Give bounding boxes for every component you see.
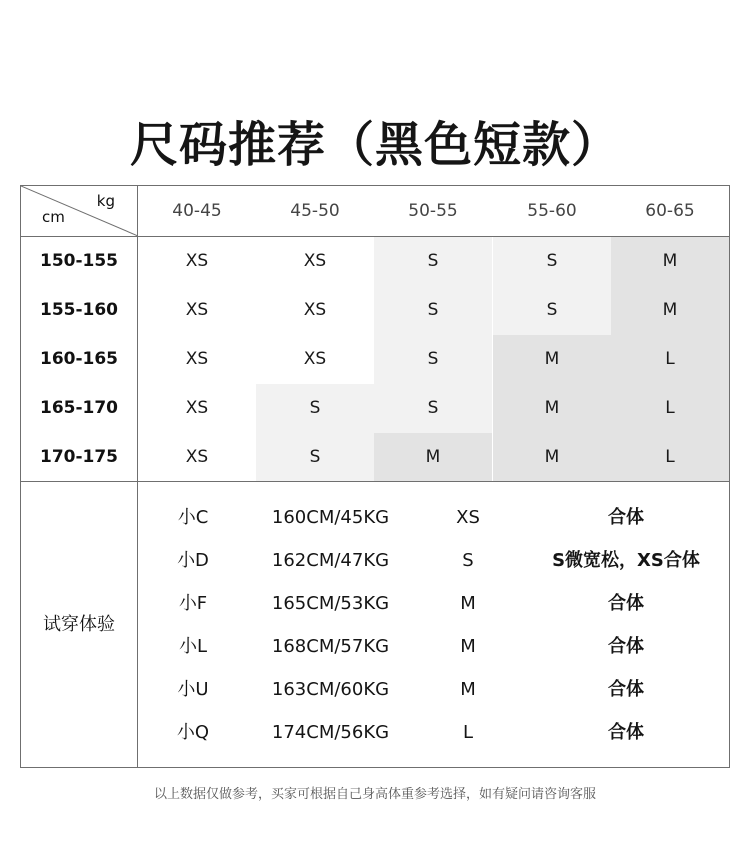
- tester-stats: 163CM/60KG: [271, 679, 390, 700]
- size-cell: XS: [138, 286, 256, 335]
- table-corner-header: [21, 186, 138, 236]
- fit-note: 合体: [608, 679, 644, 700]
- page-title: 尺码推荐（黑色短款）: [129, 117, 620, 173]
- weight-column-header: 45-50: [290, 201, 340, 221]
- fit-note: 合体: [608, 636, 644, 657]
- height-row-label: 160-165: [21, 335, 138, 384]
- size-cell: XS: [256, 237, 374, 286]
- size-cell: S: [374, 384, 492, 433]
- size-cell: M: [611, 286, 729, 335]
- height-row-label: 150-155: [21, 237, 138, 286]
- tester-size: M: [460, 679, 476, 700]
- size-cell: S: [256, 433, 374, 482]
- size-cell: M: [611, 237, 729, 286]
- fit-note: 合体: [608, 507, 644, 528]
- tester-size: XS: [456, 507, 480, 528]
- tester-stats: 162CM/47KG: [271, 550, 390, 571]
- tester-name: 小L: [178, 636, 208, 657]
- size-chart-table: [20, 185, 730, 482]
- tester-name: 小F: [178, 593, 208, 614]
- weight-column-header: 60-65: [645, 201, 695, 221]
- size-cell: S: [493, 237, 611, 286]
- size-cell: S: [493, 286, 611, 335]
- tester-name: 小U: [177, 679, 209, 700]
- tester-name: 小C: [177, 507, 209, 528]
- size-cell: XS: [138, 433, 256, 482]
- fit-note: 合体: [608, 722, 644, 743]
- tester-stats: 160CM/45KG: [271, 507, 390, 528]
- size-cell: M: [493, 335, 611, 384]
- size-cell: XS: [256, 286, 374, 335]
- size-cell: L: [611, 433, 729, 482]
- size-cell: S: [256, 384, 374, 433]
- size-cell: S: [374, 335, 492, 384]
- size-cell: L: [611, 335, 729, 384]
- tester-stats: 165CM/53KG: [271, 593, 390, 614]
- fitting-section-label: 试穿体验: [21, 482, 138, 767]
- tester-stats: 168CM/57KG: [271, 636, 390, 657]
- corner-diagonal-line: [21, 186, 138, 236]
- tester-name: 小Q: [176, 722, 210, 743]
- height-row-label: 170-175: [21, 433, 138, 482]
- tester-name: 小D: [177, 550, 209, 571]
- fit-note: S微宽松，XS合体: [552, 550, 700, 571]
- height-unit-label: cm: [42, 208, 65, 226]
- tester-stats: 174CM/56KG: [271, 722, 390, 743]
- size-cell: S: [374, 286, 492, 335]
- weight-unit-label: kg: [96, 192, 115, 210]
- tester-size: M: [460, 636, 476, 657]
- weight-column-header: 55-60: [527, 201, 577, 221]
- tester-size: L: [462, 722, 474, 743]
- size-cell: XS: [138, 335, 256, 384]
- weight-column-header: 50-55: [408, 201, 458, 221]
- footer-disclaimer: 以上数据仅做参考，买家可根据自己身高体重参考选择，如有疑问请咨询客服: [153, 787, 596, 802]
- weight-column-header: 40-45: [172, 201, 222, 221]
- height-row-label: 155-160: [21, 286, 138, 335]
- tester-size: S: [462, 550, 474, 571]
- size-cell: XS: [138, 237, 256, 286]
- size-cell: M: [493, 384, 611, 433]
- size-cell: XS: [138, 384, 256, 433]
- fitting-experience-table: [20, 481, 730, 768]
- fit-note: 合体: [608, 593, 644, 614]
- height-row-label: 165-170: [21, 384, 138, 433]
- size-cell: M: [374, 433, 492, 482]
- size-cell: XS: [256, 335, 374, 384]
- tester-size: M: [460, 593, 476, 614]
- size-cell: M: [493, 433, 611, 482]
- size-cell: L: [611, 384, 729, 433]
- size-cell: S: [374, 237, 492, 286]
